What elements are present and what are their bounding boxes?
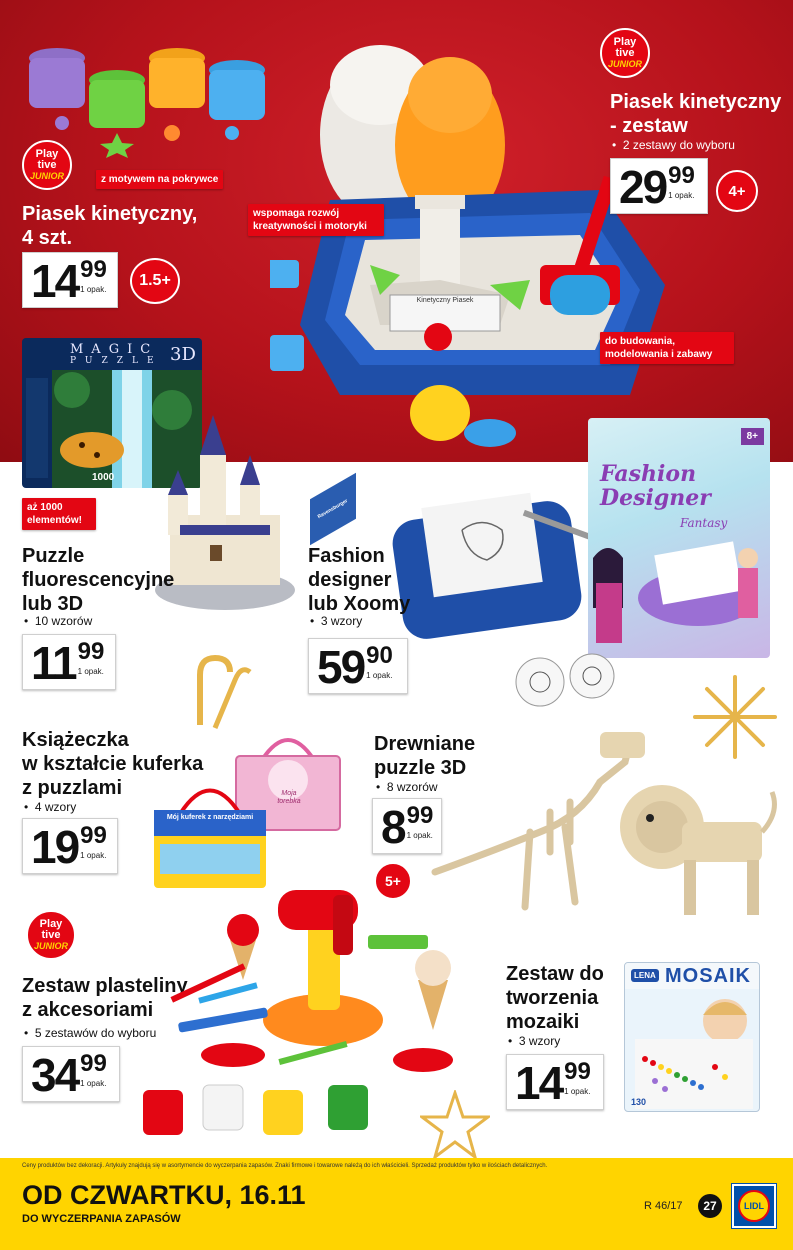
age-badge-kinetic-sand-4: 1.5+ <box>130 258 180 304</box>
logo-text: tive <box>37 158 57 171</box>
box-text: PUZZLE <box>70 356 163 366</box>
price-decimal: 99 <box>80 1050 107 1077</box>
product-bullet: • 5 zestawów do wyboru <box>24 1026 157 1040</box>
lidl-logo-text: LIDL <box>744 1201 764 1211</box>
title-line: Zestaw do <box>506 963 604 985</box>
box-text: Fashion Designer <box>600 461 711 511</box>
product-bullet: • 2 zestawy do wyboru <box>612 138 735 152</box>
bullet-text: 8 wzorów <box>386 780 438 794</box>
title-line: 4 szt. <box>22 227 73 249</box>
title-line: Drewniane <box>374 733 476 755</box>
star-decoration-icon <box>420 1090 490 1160</box>
mosaic-box-image <box>624 962 760 1112</box>
kinetic-sand-box-label: Kinetyczny Piasek <box>416 297 474 304</box>
title-line: Piasek kinetyczny, <box>22 203 198 225</box>
box-text: 3D <box>170 344 196 365</box>
brand-text: Ravensburger <box>316 497 350 521</box>
price-integer: 8 <box>381 801 405 853</box>
title-line: fluorescencyjne <box>22 569 175 591</box>
bullet-text: 4 wzory <box>34 800 77 814</box>
product-bullet: • 3 wzory <box>310 614 363 628</box>
title-line: lub 3D <box>22 593 84 615</box>
price-integer: 19 <box>31 821 79 873</box>
feature-tag-creativity: wspomaga rozwój kreatywności i motoryki <box>248 204 384 236</box>
price-integer: 11 <box>31 637 76 689</box>
age-badge-kinetic-sand-set: 4+ <box>716 170 758 212</box>
footer-subheadline: DO WYCZERPANIA ZAPASÓW <box>22 1213 181 1225</box>
price-decimal: 99 <box>564 1058 591 1085</box>
booklet-case-toolbox-image <box>150 762 270 890</box>
title-line: Książeczka <box>22 729 129 751</box>
price-integer: 29 <box>619 161 667 213</box>
logo-text: tive <box>41 928 61 941</box>
product-title-kinetic-sand-set <box>610 90 790 138</box>
title-line: Fashion <box>308 545 385 567</box>
price-decimal: 99 <box>80 256 107 283</box>
bullet-text: 3 wzory <box>320 614 363 628</box>
price-tag-plasticine <box>22 1046 120 1102</box>
box-text: 130 <box>631 1097 647 1107</box>
title-line: w kształcie kuferka <box>22 753 204 775</box>
price-tag-kinetic-sand-set <box>610 158 708 214</box>
plasticine-set-image <box>138 880 468 1150</box>
box-text: LENA <box>631 969 659 982</box>
price-tag-puzzle <box>22 634 116 690</box>
title-line: z akcesoriami <box>22 999 154 1021</box>
logo-text: Play <box>35 147 59 160</box>
title-line: Piasek kinetyczny <box>610 91 782 113</box>
price-unit: 1 opak. <box>80 285 107 294</box>
box-text: Mój kuferek z narzędziami <box>166 814 254 821</box>
title-line: Puzzle <box>22 545 85 567</box>
box-text: Moja torebka <box>277 790 301 805</box>
age-badge-wooden: 5+ <box>374 862 412 900</box>
logo-text: JUNIOR <box>607 58 642 69</box>
feature-tag-lid-motif: z motywem na pokrywce <box>96 170 223 189</box>
lidl-logo <box>732 1184 776 1228</box>
price-unit: 1 opak. <box>564 1087 591 1096</box>
logo-text: JUNIOR <box>29 170 64 181</box>
price-unit: 1 opak. <box>366 671 393 680</box>
title-line: Zestaw plasteliny <box>22 975 188 997</box>
bullet-text: 3 wzory <box>518 1034 561 1048</box>
price-tag-mosaic <box>506 1054 604 1110</box>
fashion-designer-box-image <box>588 418 770 658</box>
footer-bar <box>0 1158 793 1250</box>
footer-disclaimer: Ceny produktów bez dekoracji. Artykuły znajdują się w asortymencie do wyczerpania zapasów. Znaki firmowe i towarowe należą do ich właścicieli. Sprzedaż produktów tylko w ilościach detalicznych. <box>22 1163 548 1169</box>
price-integer: 34 <box>31 1049 79 1101</box>
price-decimal: 99 <box>668 162 695 189</box>
title-line: z puzzlami <box>22 777 123 799</box>
price-decimal: 90 <box>366 642 393 669</box>
box-text: MOSAIK <box>665 965 751 987</box>
title-line: designer <box>308 569 392 591</box>
feature-tag-building: do budowania, modelowania i zabawy <box>600 332 734 364</box>
price-decimal: 99 <box>406 802 434 829</box>
footer-code: R 46/17 <box>644 1200 683 1212</box>
ravensburger-logo <box>310 473 356 546</box>
price-integer: 14 <box>515 1057 563 1109</box>
title-line: lub Xoomy <box>308 593 411 615</box>
box-text: Fantasy <box>680 516 728 530</box>
snowflake-decoration-icon <box>690 672 780 762</box>
product-bullet: • 8 wzorów <box>376 780 438 794</box>
price-decimal: 99 <box>80 822 107 849</box>
logo-text: tive <box>615 46 635 59</box>
product-title-puzzle <box>22 544 182 616</box>
title-line: - zestaw <box>610 115 688 137</box>
box-text: 8+ <box>741 428 764 445</box>
product-title-mosaic <box>506 962 626 1034</box>
candy-cane-decoration-icon <box>185 650 255 730</box>
price-unit: 1 opak. <box>406 831 433 840</box>
price-tag-kinetic-sand-4 <box>22 252 118 308</box>
price-integer: 59 <box>317 641 365 693</box>
playtive-junior-logo <box>26 910 76 960</box>
sticker-discs-image <box>510 650 620 710</box>
price-tag-fashion <box>308 638 408 694</box>
bullet-text: 10 wzorów <box>34 614 93 628</box>
price-tag-booklet <box>22 818 118 874</box>
bullet-text: 2 zestawy do wyboru <box>622 138 735 152</box>
feature-tag-1000-pieces: aż 1000 elementów! <box>22 498 96 530</box>
price-unit: 1 opak. <box>80 1079 107 1088</box>
product-bullet: • 4 wzory <box>24 800 77 814</box>
title-line: tworzenia <box>506 987 599 1009</box>
page-number-badge: 27 <box>698 1194 722 1218</box>
product-title-kinetic-sand-4 <box>22 202 222 250</box>
title-line: mozaiki <box>506 1011 580 1033</box>
price-unit: 1 opak. <box>77 667 104 676</box>
price-unit: 1 opak. <box>668 191 695 200</box>
product-bullet: • 3 wzory <box>508 1034 561 1048</box>
box-text: 1000 <box>92 472 115 483</box>
kinetic-sand-cups-image <box>22 28 272 158</box>
playtive-junior-logo <box>600 28 650 78</box>
logo-text: Play <box>39 917 63 930</box>
playtive-junior-logo <box>22 140 72 190</box>
box-text: MAGIC <box>70 342 159 357</box>
footer-headline: OD CZWARTKU, 16.11 <box>22 1180 306 1210</box>
product-title-fashion <box>308 544 428 616</box>
title-line: puzzle 3D <box>374 757 467 779</box>
bullet-text: 5 zestawów do wyboru <box>34 1026 157 1040</box>
logo-text: JUNIOR <box>33 940 68 951</box>
price-decimal: 99 <box>77 638 105 665</box>
price-unit: 1 opak. <box>80 851 107 860</box>
price-integer: 14 <box>31 255 79 307</box>
product-bullet: • 10 wzorów <box>24 614 93 628</box>
wooden-lion-image <box>612 772 782 922</box>
logo-text: Play <box>613 35 637 48</box>
